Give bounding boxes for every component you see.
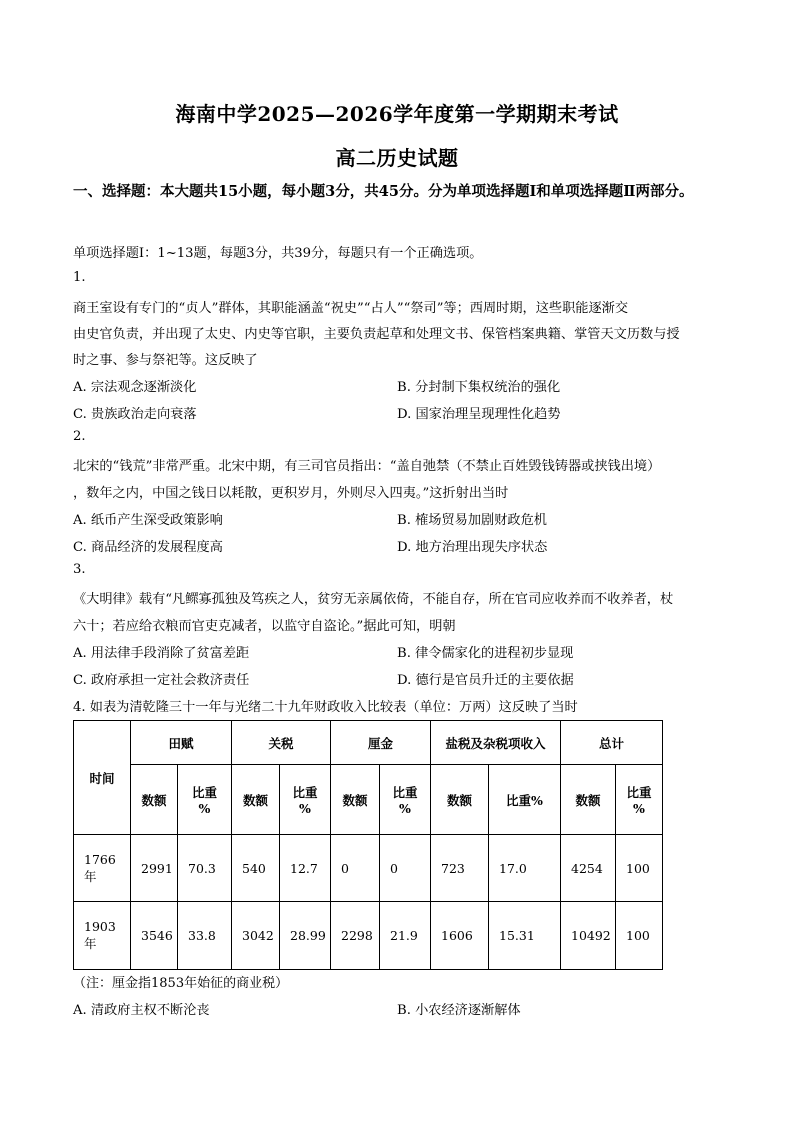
table-header-group: 盐税及杂税项收入 [431, 721, 561, 765]
table-cell: 1606 [431, 902, 489, 970]
question-stem-line: ，数年之内，中国之钱日以耗散，更积岁月，外则尽入四夷。”这折射出当时 [73, 486, 509, 501]
table-cell: 2298 [331, 902, 380, 970]
table-cell: 100 [616, 835, 663, 902]
table-subheader [380, 765, 431, 835]
year-line: 1903 [84, 919, 116, 934]
table-subheader: 比重% [489, 765, 561, 835]
option-a: A. 宗法观念逐渐淡化 [73, 380, 197, 395]
option-b: B. 律令儒家化的进程初步显现 [397, 646, 574, 661]
table-cell-year [74, 835, 131, 902]
table-subheader-line: 比重 [191, 785, 217, 800]
table-note: （注：厘金指1853年始征的商业税） [73, 976, 289, 991]
table-subheader: 数额 [431, 765, 489, 835]
table-cell: 0 [331, 835, 380, 902]
table-row [74, 835, 663, 902]
table-cell: 0 [380, 835, 431, 902]
exam-title: 海南中学2025—2026学年度第一学期期末考试 [175, 102, 619, 126]
table-cell: 15.31 [489, 902, 561, 970]
table-subheader [178, 765, 232, 835]
table-cell: 21.9 [380, 902, 431, 970]
option-c: C. 政府承担一定社会救济责任 [73, 673, 250, 688]
table-subheader [280, 765, 331, 835]
table-header-time: 时间 [74, 721, 131, 835]
option-c: C. 商品经济的发展程度高 [73, 540, 223, 555]
table-subheader-line: % [299, 801, 311, 816]
question-stem-line: 《大明律》载有“凡鳏寡孤独及笃疾之人，贫穷无亲属依倚，不能自存，所在官司应收养而不收养者，杖 [73, 592, 674, 607]
option-a: A. 用法律手段消除了贫富差距 [73, 646, 250, 661]
question-stem-line: 商王室设有专门的“贞人”群体，其职能涵盖“祝史”“占人”“祭司”等；西周时期，这些职能逐渐交 [73, 301, 629, 316]
table-row [74, 902, 663, 970]
option-c: C. 贵族政治走向衰落 [73, 407, 197, 422]
table-cell: 70.3 [178, 835, 232, 902]
table-subheader: 数额 [331, 765, 380, 835]
table-cell: 33.8 [178, 902, 232, 970]
table-subheader: 数额 [131, 765, 178, 835]
question-number: 1. [73, 270, 86, 285]
question-stem-line: 六十；若应给衣粮而官吏克减者，以监守自盗论。”据此可知，明朝 [73, 619, 456, 634]
table-subheader-line: 比重 [626, 785, 652, 800]
question-number: 2. [73, 429, 86, 444]
section-intro: 单项选择题Ⅰ：1~13题，每题3分，共39分，每题只有一个正确选项。 [73, 246, 483, 261]
table-subheader-line: % [633, 801, 645, 816]
year-line: 1766 [84, 851, 116, 867]
table-header-group: 关税 [232, 721, 331, 765]
table-subheader-line: % [399, 801, 411, 816]
option-b: B. 榷场贸易加剧财政危机 [397, 513, 547, 528]
table-cell: 17.0 [489, 835, 561, 902]
table-subheader-line: 比重 [292, 785, 318, 800]
option-b: B. 小农经济逐渐解体 [397, 1003, 521, 1018]
question-stem-line: 4. 如表为清乾隆三十一年与光绪二十九年财政收入比较表（单位：万两）这反映了当时 [73, 700, 578, 715]
table-cell-year [74, 902, 131, 970]
question-number: 3. [73, 562, 86, 577]
table-cell: 3546 [131, 902, 178, 970]
table-cell: 12.7 [280, 835, 331, 902]
option-a: A. 清政府主权不断沦丧 [73, 1003, 210, 1018]
table-cell: 100 [616, 902, 663, 970]
table-subheader-line: % [198, 801, 211, 816]
question-stem-line: 时之事、参与祭祀等。这反映了 [73, 353, 258, 368]
option-a: A. 纸币产生深受政策影响 [73, 513, 223, 528]
table-cell: 2991 [131, 835, 178, 902]
option-b: B. 分封制下集权统治的强化 [397, 380, 561, 395]
table-subheader [616, 765, 663, 835]
exam-subtitle: 高二历史试题 [335, 146, 459, 170]
table-subheader-line: 比重 [392, 785, 418, 800]
revenue-table [73, 720, 663, 970]
question-stem-line: 由史官负责，并出现了太史、内史等官职，主要负责起草和处理文书、保管档案典籍、掌管天文历数与授 [73, 327, 680, 342]
table-cell: 3042 [232, 902, 280, 970]
table-header-group: 田赋 [131, 721, 232, 765]
section-heading: 一、选择题：本大题共15小题，每小题3分，共45分。分为单项选择题Ⅰ和单项选择题Ⅱ两部分。 [73, 183, 694, 200]
table-subheader: 数额 [561, 765, 616, 835]
option-d: D. 国家治理呈现理性化趋势 [397, 407, 561, 422]
question-stem-line: 北宋的“钱荒”非常严重。北宋中期，有三司官员指出：“盖自弛禁（不禁止百姓毁钱铸器或挟钱出境） [73, 459, 661, 474]
option-d: D. 德行是官员升迁的主要依据 [397, 673, 574, 688]
option-d: D. 地方治理出现失序状态 [397, 540, 548, 555]
table-header-group: 总计 [561, 721, 663, 765]
table-cell: 540 [232, 835, 280, 902]
table-header-group: 厘金 [331, 721, 431, 765]
table-cell: 4254 [561, 835, 616, 902]
year-line: 年 [84, 936, 97, 951]
table-cell: 10492 [561, 902, 616, 970]
table-cell: 723 [431, 835, 489, 902]
year-line: 年 [84, 868, 97, 884]
table-subheader: 数额 [232, 765, 280, 835]
table-cell: 28.99 [280, 902, 331, 970]
